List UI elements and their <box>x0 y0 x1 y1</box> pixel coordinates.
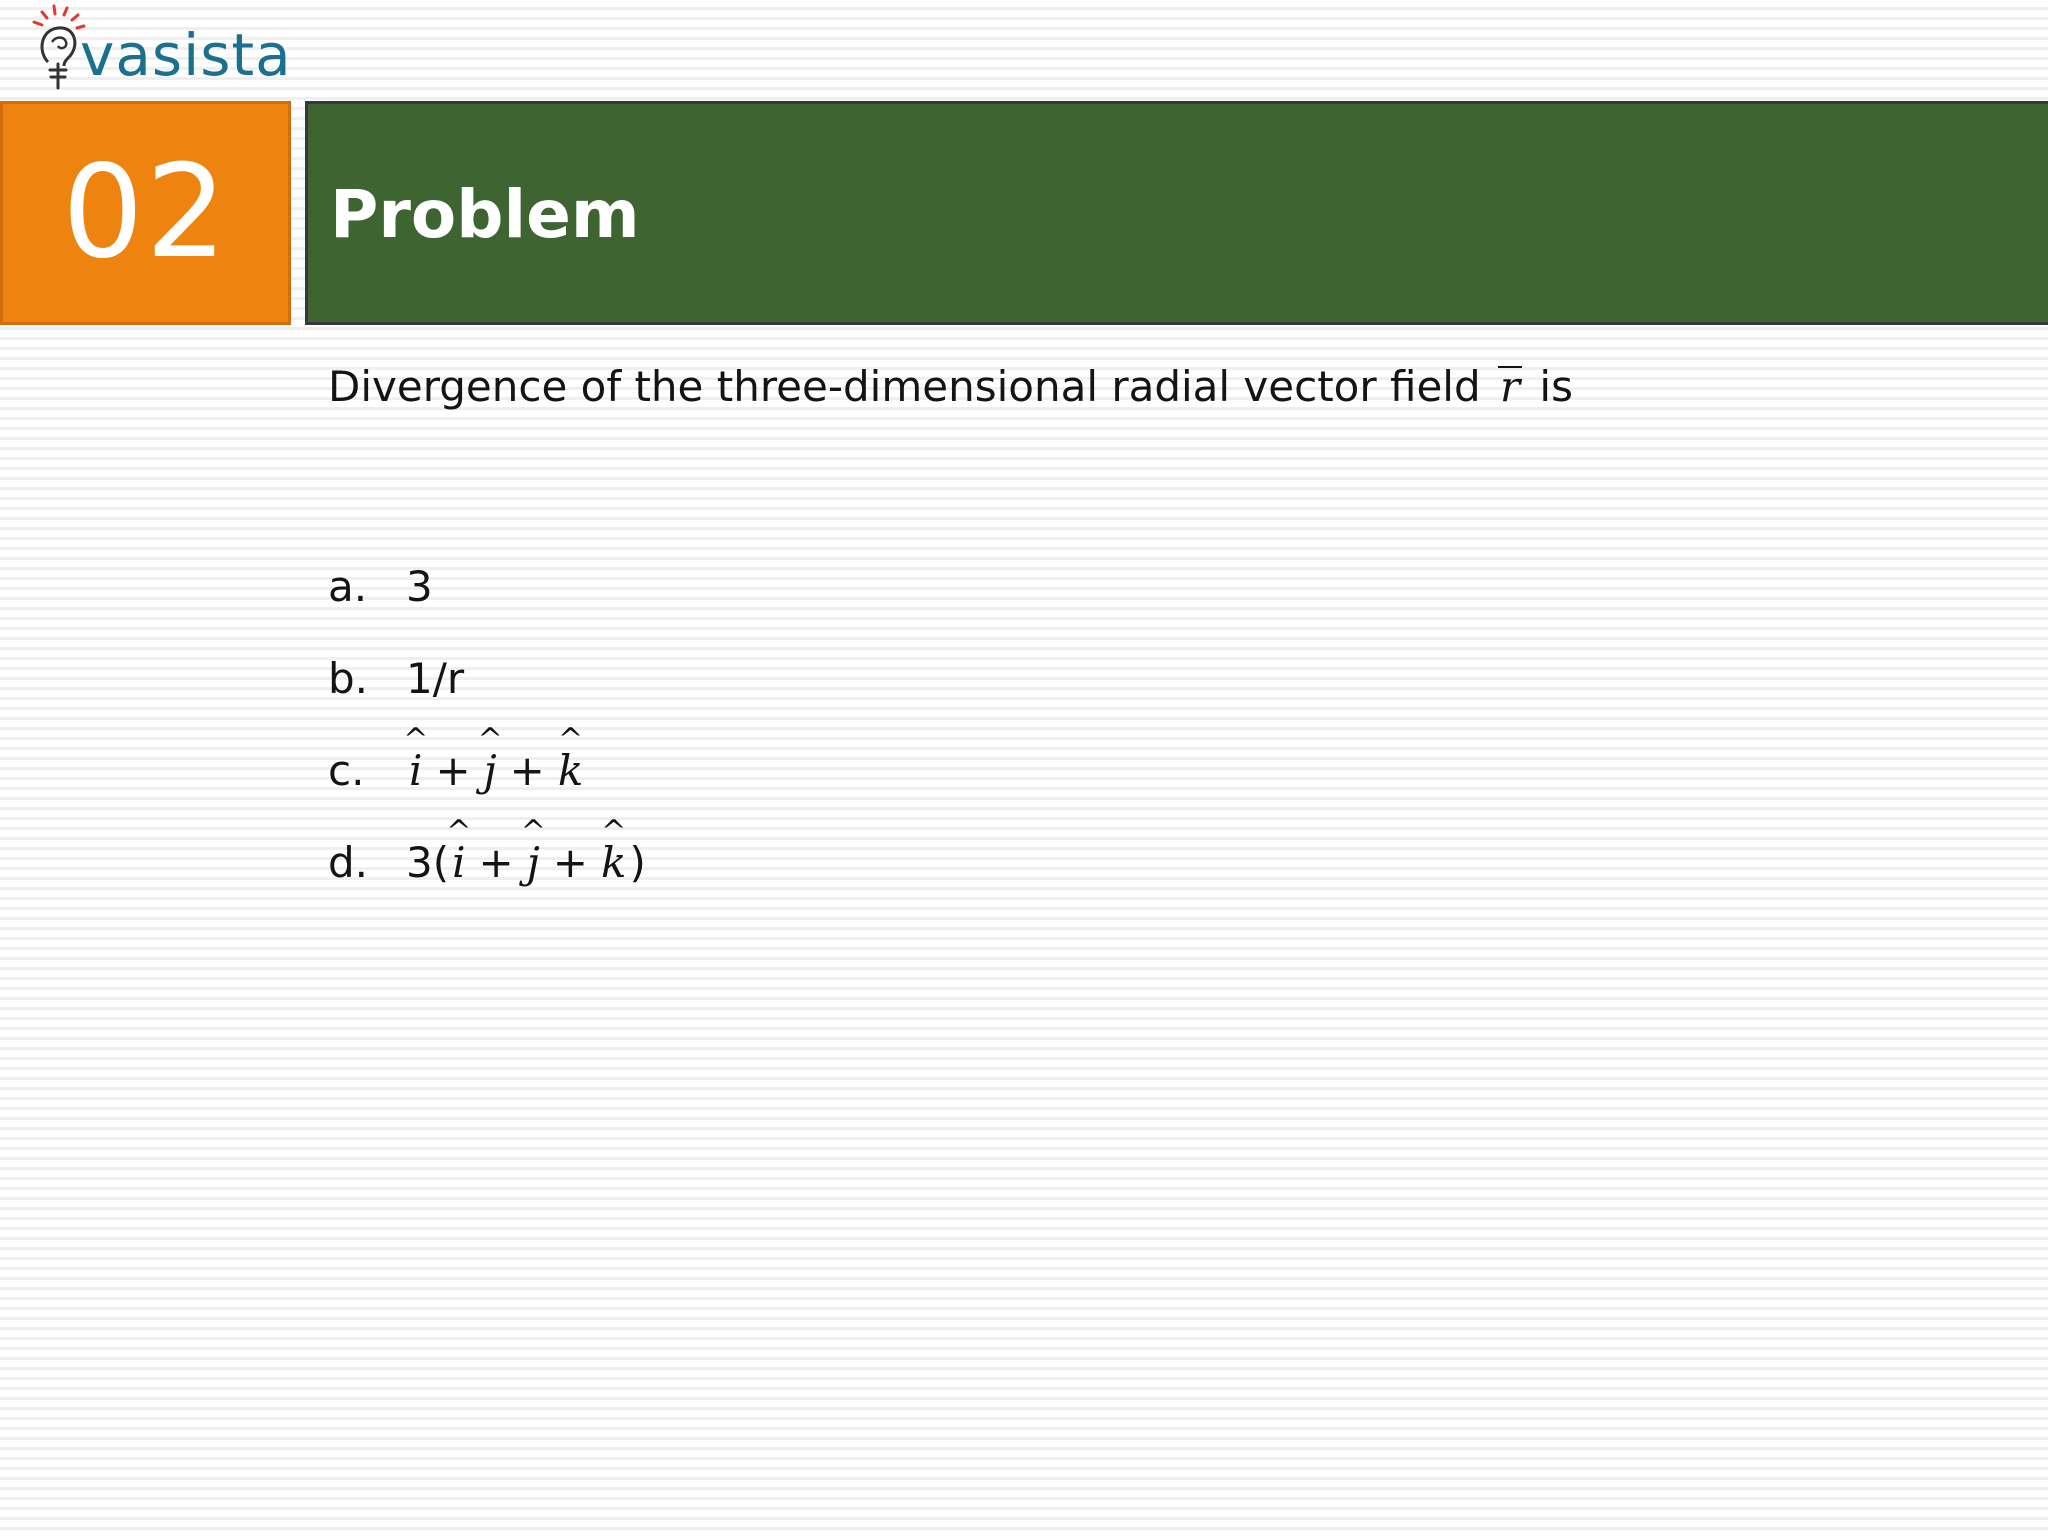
unit-vector-i: ^ i <box>406 746 425 795</box>
question-text <box>328 362 1573 412</box>
unit-vector-j: ^ j <box>524 838 543 887</box>
vasista-logo <box>20 0 290 100</box>
unit-vector-i: ^ i <box>449 838 468 887</box>
option-value: 3 <box>406 561 433 611</box>
slide-title: Problem <box>330 176 640 253</box>
answer-options <box>328 540 646 908</box>
option-suffix: ) <box>629 837 646 887</box>
option-prefix: 3( <box>406 837 450 887</box>
unit-vector-k: ^ k <box>555 746 586 795</box>
question-text-before: Divergence of the three-dimensional radial vector field <box>328 362 1481 411</box>
option-letter: a. <box>328 561 368 611</box>
option-d <box>328 816 646 908</box>
option-a <box>328 540 646 632</box>
option-c <box>328 724 646 816</box>
slide-number-box <box>0 101 291 325</box>
logo-wordmark: vasista <box>80 21 292 89</box>
vector-r-symbol: r <box>1494 362 1526 412</box>
plus-sign: + <box>552 837 588 887</box>
title-bar <box>305 101 2048 325</box>
option-value: 1/r <box>406 653 465 703</box>
question-text-after: is <box>1539 362 1573 411</box>
unit-vector-j: ^ j <box>481 746 500 795</box>
option-letter: d. <box>328 837 369 887</box>
option-letter: b. <box>328 653 369 703</box>
slide-number: 02 <box>62 138 229 287</box>
plus-sign: + <box>478 837 514 887</box>
option-b <box>328 632 646 724</box>
option-letter: c. <box>328 745 365 795</box>
unit-vector-k: ^ k <box>598 838 629 887</box>
plus-sign: + <box>509 745 545 795</box>
plus-sign: + <box>435 745 471 795</box>
